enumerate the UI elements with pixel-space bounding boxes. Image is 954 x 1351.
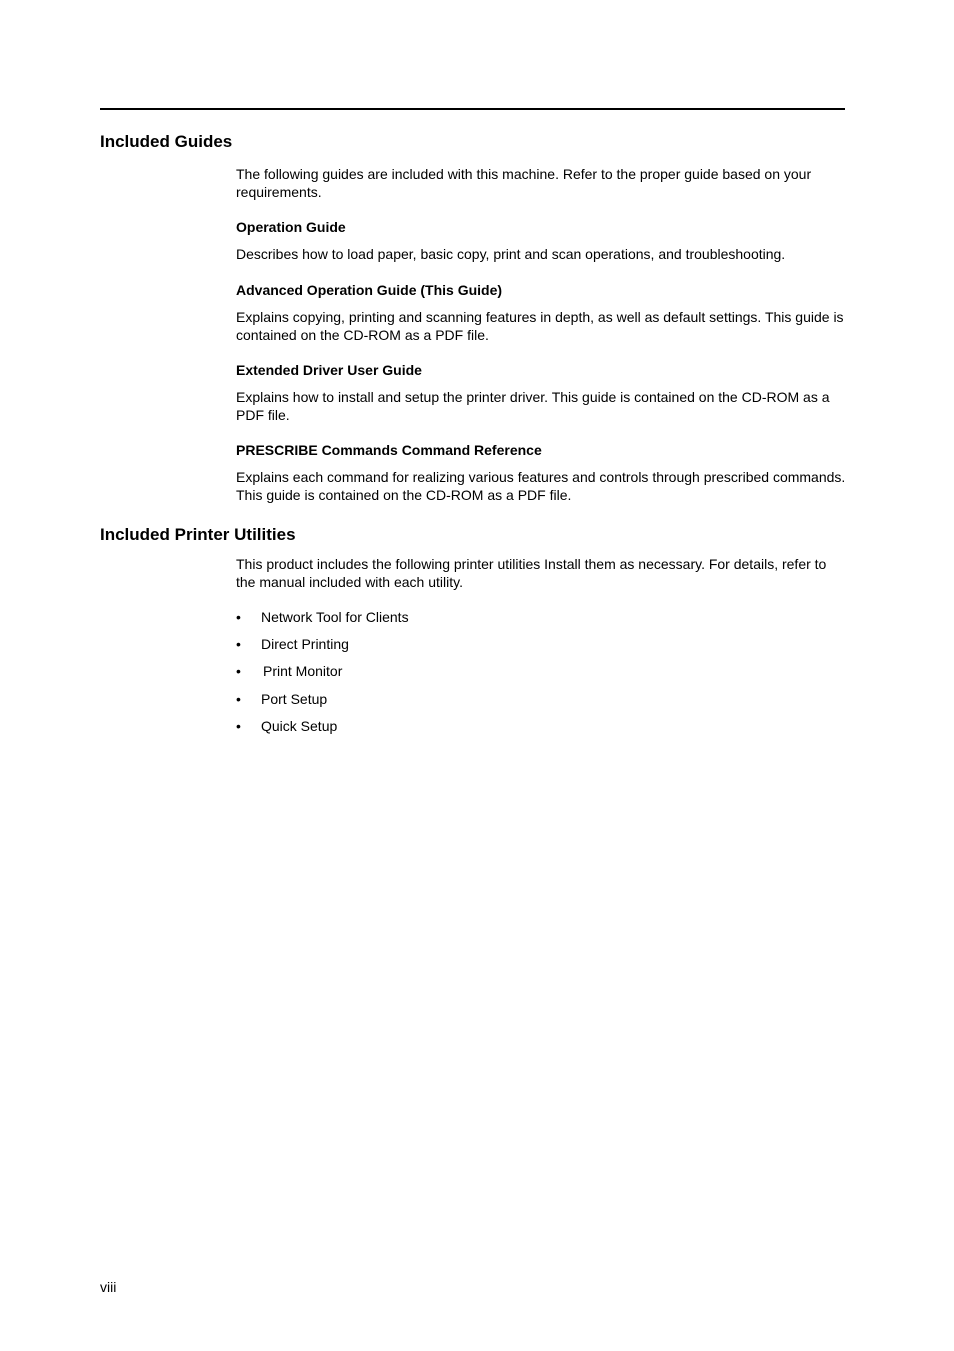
included-utilities-intro: This product includes the following printer utilities Install them as necessary. For details, refer to the manual included with each utility. [236, 556, 827, 590]
header-rule [100, 108, 845, 110]
bullet-icon: • [236, 636, 241, 653]
page-number: viii [100, 1279, 117, 1295]
guide-title-advanced-operation: Advanced Operation Guide (This Guide) [236, 282, 503, 298]
guide-title-prescribe: PRESCRIBE Commands Command Reference [236, 442, 542, 458]
guide-description-extended-driver: Explains how to install and setup the printer driver. This guide is contained on the CD-ROM as a PDF file. [236, 389, 830, 423]
guide-title-operation: Operation Guide [236, 219, 346, 235]
bullet-icon: • [236, 690, 241, 707]
guide-title-extended-driver: Extended Driver User Guide [236, 362, 422, 378]
bullet-icon: • [236, 609, 241, 625]
guide-description-prescribe: Explains each command for realizing various features and controls through prescribed commands. This guide is contained on the CD-ROM as a PDF file. [236, 469, 846, 503]
included-guides-intro: The following guides are included with this machine. Refer to the proper guide based on your requirements. [236, 166, 812, 200]
list-item-label: Print Monitor [263, 663, 343, 680]
guide-description-operation: Describes how to load paper, basic copy, print and scan operations, and troubleshooting. [236, 246, 786, 262]
list-item-label: Direct Printing [261, 636, 349, 653]
guide-description-advanced-operation: Explains copying, printing and scanning features in depth, as well as default settings. This guide is contained on the CD-ROM as a PDF file. [236, 309, 844, 343]
bullet-icon: • [236, 663, 241, 680]
list-item-label: Quick Setup [261, 717, 338, 734]
included-utilities-heading: Included Printer Utilities [100, 525, 296, 544]
bullet-icon: • [236, 717, 241, 734]
list-item-label: Network Tool for Clients [261, 609, 409, 625]
included-guides-heading: Included Guides [100, 132, 233, 151]
list-item-label: Port Setup [261, 690, 328, 707]
